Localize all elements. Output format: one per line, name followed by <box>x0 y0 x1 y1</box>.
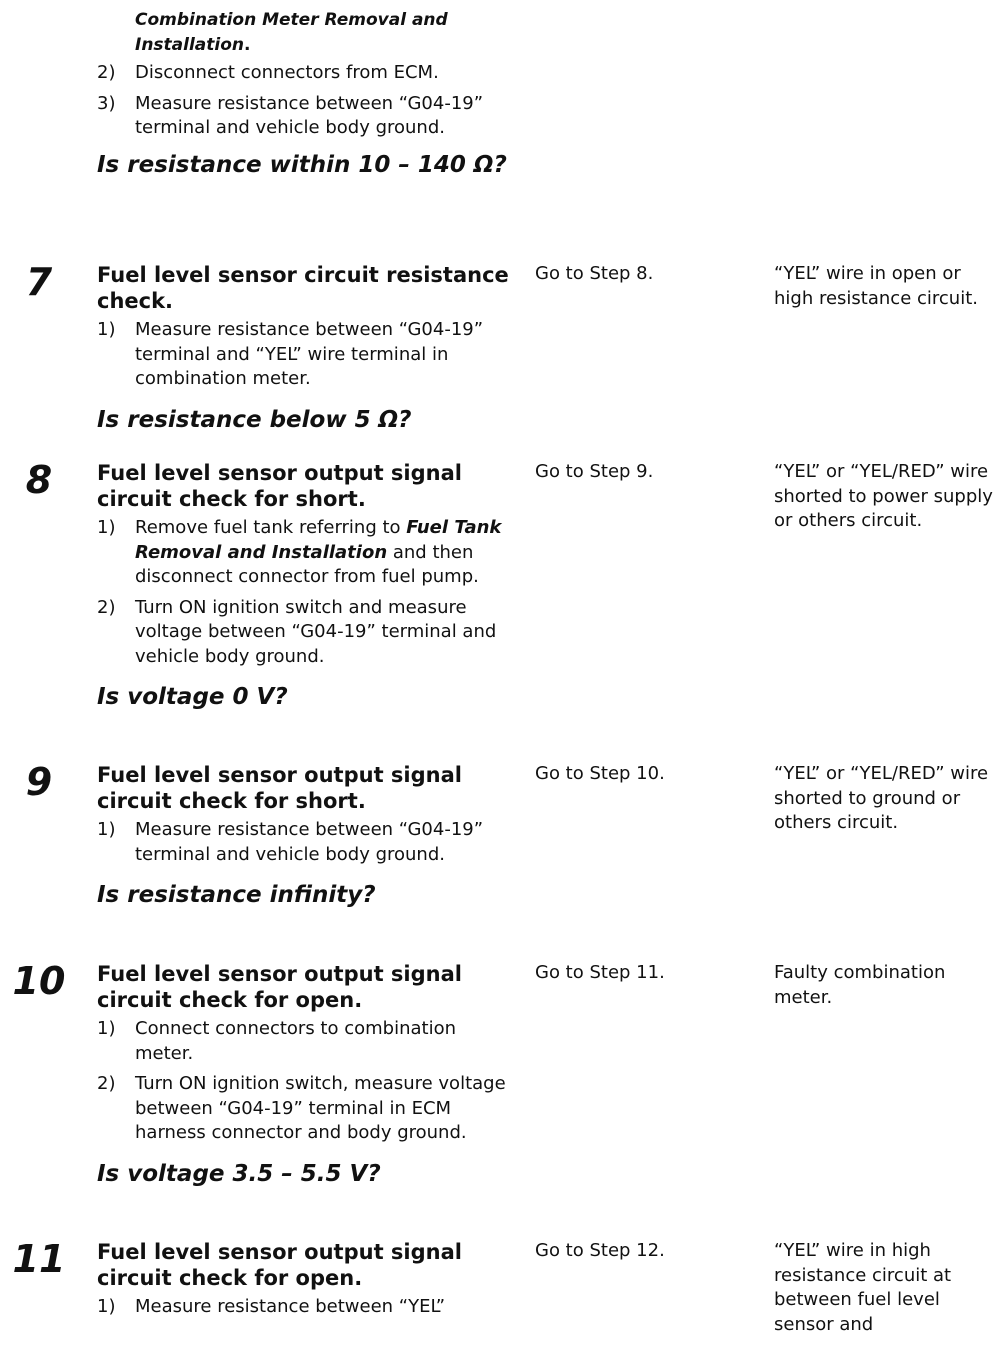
list-item <box>97 1072 517 1146</box>
yes-action: Go to Step 10. <box>535 763 665 784</box>
item-text: Turn ON ignition switch and measure voltage between “G04-19” terminal and vehicle body ground. <box>135 596 497 667</box>
item-text: Turn ON ignition switch, measure voltage between “G04-19” terminal in ECM harness connector and body ground. <box>135 1073 506 1143</box>
list-item <box>97 596 517 670</box>
item-text: Measure resistance between “G04-19” terminal and “YEL” wire terminal in combination meter. <box>135 319 484 389</box>
no-action: “YEL” wire in high resistance circuit at between fuel level sensor and <box>774 1240 952 1335</box>
step-question: Is resistance within 10 – 140 Ω? <box>97 151 507 178</box>
procedure-list <box>97 516 517 669</box>
step-question: Is resistance infinity? <box>97 882 376 908</box>
step-title: Fuel level sensor output signal circuit check for short. <box>97 763 462 813</box>
list-item <box>97 61 517 86</box>
item-text: Measure resistance between “YEL” <box>135 1296 446 1317</box>
item-number: 2) <box>97 596 116 618</box>
procedure-list <box>97 318 517 392</box>
step-title: Fuel level sensor output signal circuit check for open. <box>97 1240 462 1290</box>
item-number: 1) <box>97 1018 116 1039</box>
check-column <box>97 961 517 1188</box>
reference-part-1: Combination Meter Removal and <box>135 10 448 30</box>
check-column <box>97 61 517 179</box>
step-question: Is voltage 3.5 – 5.5 V? <box>97 1160 381 1187</box>
no-action: Faulty combination meter. <box>774 962 946 1008</box>
item-number: 1) <box>97 319 116 340</box>
procedure-list <box>97 61 517 141</box>
check-column <box>97 762 517 909</box>
procedure-list <box>97 1017 517 1146</box>
item-text: Connect connectors to combination meter. <box>135 1018 456 1064</box>
step-number: 8 <box>25 458 53 502</box>
item-number: 1) <box>97 517 116 538</box>
item-text: Measure resistance between “G04-19” terminal and vehicle body ground. <box>135 92 484 138</box>
item-text: Measure resistance between “G04-19” terminal and vehicle body ground. <box>135 819 484 865</box>
item-number: 2) <box>97 1073 116 1094</box>
check-column <box>97 1239 517 1326</box>
step-number: 9 <box>25 760 53 804</box>
step-question: Is resistance below 5 Ω? <box>97 406 412 433</box>
step-title: Fuel level sensor circuit resistance check. <box>97 263 509 313</box>
item-number: 1) <box>97 819 116 840</box>
step-title: Fuel level sensor output signal circuit check for open. <box>97 962 462 1012</box>
list-item <box>97 1295 517 1320</box>
list-item <box>97 516 517 590</box>
check-column <box>97 262 517 434</box>
item-text-pre: Remove fuel tank referring to <box>135 517 407 538</box>
no-action: “YEL” wire in open or high resistance circuit. <box>774 263 978 309</box>
item-text: Disconnect connectors from ECM. <box>135 62 439 83</box>
yes-action: Go to Step 11. <box>535 962 665 983</box>
step-title: Fuel level sensor output signal circuit check for short. <box>97 461 462 511</box>
reference-part-2: Installation <box>135 34 245 55</box>
step-number: 11 <box>12 1237 66 1281</box>
step-question: Is voltage 0 V? <box>97 684 288 710</box>
reference-link[interactable]: Fuel Tank Removal and Installation <box>135 517 502 563</box>
yes-action: Go to Step 9. <box>535 461 654 482</box>
list-item <box>97 92 517 141</box>
procedure-list <box>97 818 517 867</box>
item-number: 2) <box>97 62 116 83</box>
no-action: “YEL” or “YEL/RED” wire shorted to power supply or others circuit. <box>774 461 993 531</box>
reference-suffix: . <box>244 34 251 55</box>
item-text-post: and then disconnect connector from fuel pump. <box>135 541 479 587</box>
list-item <box>97 818 517 867</box>
check-column <box>97 460 517 711</box>
list-item <box>97 318 517 392</box>
step-number: 7 <box>25 260 53 304</box>
item-number: 1) <box>97 1296 116 1317</box>
yes-action: Go to Step 12. <box>535 1240 665 1261</box>
procedure-list <box>97 1295 517 1320</box>
step-number: 10 <box>12 959 66 1003</box>
reference-link[interactable] <box>135 8 515 57</box>
yes-action: Go to Step 8. <box>535 263 654 284</box>
no-action: “YEL” or “YEL/RED” wire shorted to ground or others circuit. <box>774 763 989 833</box>
list-item <box>97 1017 517 1066</box>
item-number: 3) <box>97 92 116 114</box>
